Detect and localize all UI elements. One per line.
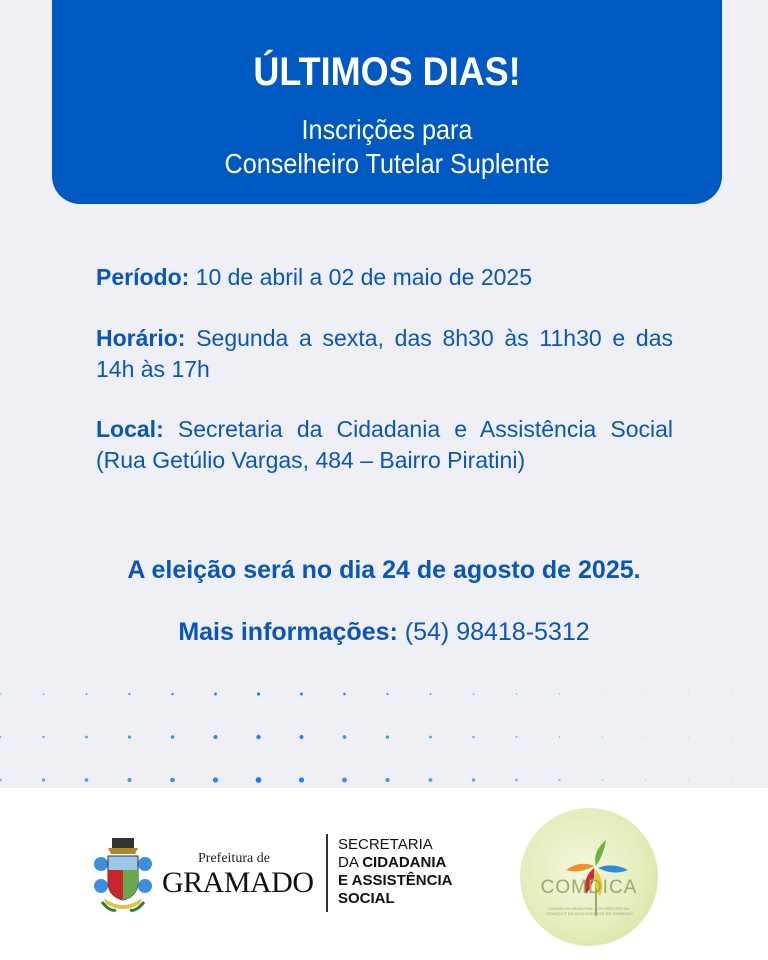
headline: ÚLTIMOS DIAS! [253, 50, 521, 94]
prefeitura-label: Prefeitura de [198, 851, 270, 866]
hours-info [96, 323, 673, 385]
subtitle-line-1: Inscrições para [301, 114, 473, 145]
gramado-logo-text: GRAMADO [162, 866, 314, 899]
secretaria-line-4: SOCIAL [338, 890, 395, 907]
secretaria-logo [338, 836, 452, 908]
secretaria-line-3: E ASSISTÊNCIA [338, 872, 453, 889]
period-value: 10 de abril a 02 de maio de 2025 [189, 264, 532, 290]
logo-divider [326, 834, 328, 912]
gramado-crest-icon [94, 836, 152, 912]
comdica-tagline: CONSELHO MUNICIPAL DOS DIREITOS DA CRIANÇA E DO ADOLESCENTE DE GRAMADO [545, 906, 633, 916]
location-info [96, 414, 673, 476]
header-banner [52, 0, 722, 204]
dot-pattern [0, 680, 768, 788]
comdica-logo [520, 808, 658, 946]
contact-label: Mais informações: [178, 618, 398, 646]
subtitle-line-2: Conselheiro Tutelar Suplente [224, 148, 550, 179]
comdica-name: COMDICA [540, 877, 638, 898]
hours-value: Segunda a sexta, das 8h30 às 11h30 e das 14h às 17h [96, 325, 673, 382]
contact-info [0, 618, 768, 647]
secretaria-line-2-thin: DA [338, 854, 363, 871]
location-label: Local: [96, 416, 164, 442]
election-date: A eleição será no dia 24 de agosto de 2025. [127, 556, 641, 584]
secretaria-line-1: SECRETARIA [338, 836, 433, 853]
hours-label: Horário: [96, 325, 186, 351]
period-info [96, 262, 673, 293]
contact-phone: (54) 98418-5312 [397, 618, 590, 646]
secretaria-line-2-bold: CIDADANIA [362, 854, 447, 871]
location-value: Secretaria da Cidadania e Assistência Social (Rua Getúlio Vargas, 484 – Bairro Piratini) [96, 416, 673, 473]
period-label: Período: [96, 264, 190, 290]
